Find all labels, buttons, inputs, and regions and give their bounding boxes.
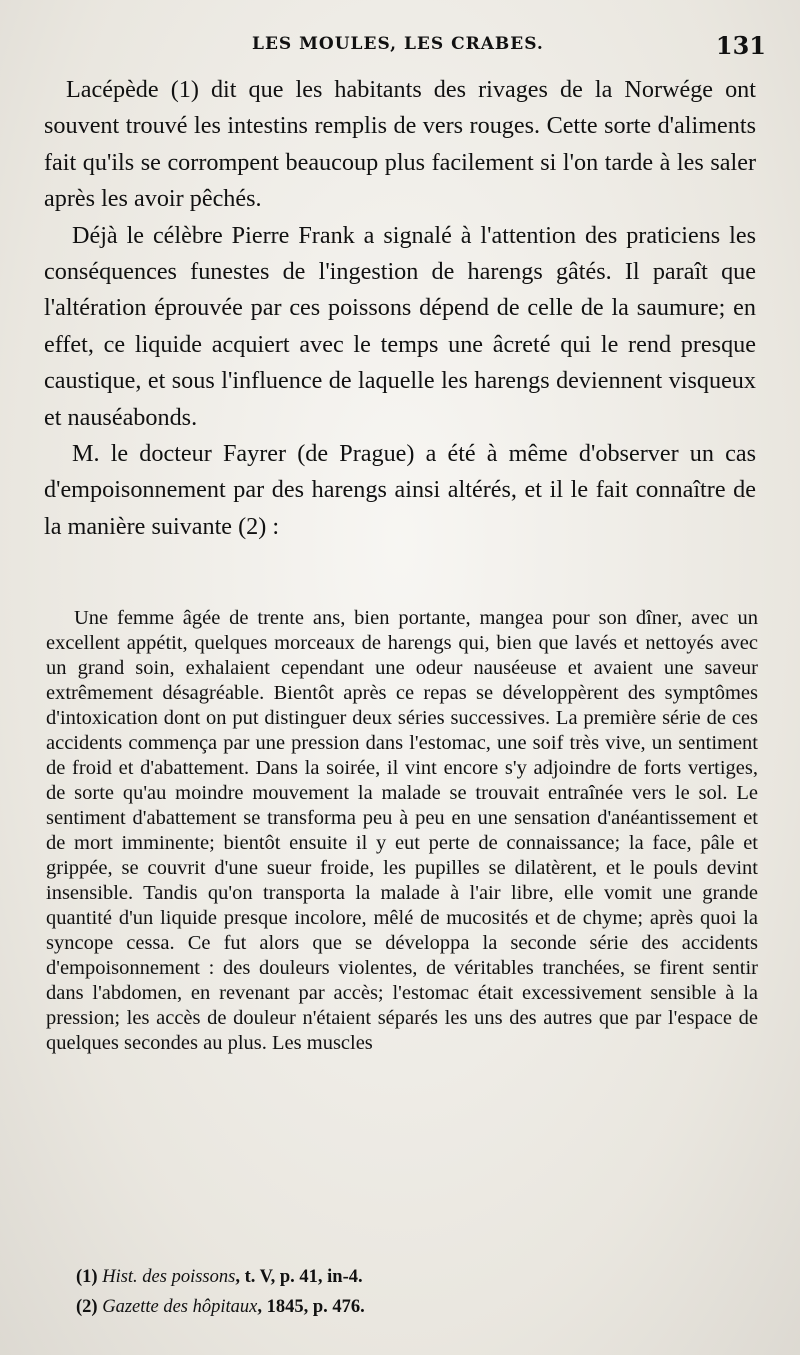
footnote-reference: , t. V, p. 41, in-4. <box>235 1267 363 1287</box>
quoted-paragraph: Une femme âgée de trente ans, bien portante, mangea pour son dîner, avec un excellent appétit, quelques morceaux de harengs qui, bien que lavés et nettoyés avec un grand soin, exhalaient cependant une odeur nauséeuse et avaient une saveur extrêmement désagréable. Bientôt après ce repas se développèrent des symptômes d'intoxication dont on put distinguer deux séries successives. La première série de ces accidents commença par une pression dans l'estomac, une soif très vive, un sentiment de froid et d'abattement. Dans la soirée, il vint encore s'y adjoindre de forts vertiges, de sorte qu'au moindre mouvement la malade se trouvait entraînée vers le sol. Le sentiment d'abattement se transforma peu à peu en une sensation d'anéantissement et de mort imminente; bientôt ensuite il y eut perte de connaissance; la face, pâle et grippée, se couvrit d'une sueur froide, les pupilles se dilatèrent, et le pouls devint insensible. Tandis qu'on transporta la malade à l'air libre, elle vomit une grande quantité d'un liquide presque incolore, mêlé de mucosités et de chyme; après quoi la syncope cessa. Ce fut alors que se développa la seconde série des accidents d'empoisonnement : des douleurs violentes, de véritables tranchées, se firent sentir dans l'abdomen, en revenant par accès; l'estomac était excessivement sensible à la pression; les accès de douleur n'étaient séparés les uns des autres que par l'espace de quelques secondes au plus. Les muscles <box>46 607 758 1054</box>
page-header <box>0 31 800 64</box>
footnote <box>76 1292 756 1322</box>
page-number: 131 <box>715 31 766 60</box>
paragraph: Lacépède (1) dit que les habitants des rivages de la Norwége ont souvent trouvé les intestins remplis de vers rouges. Cette sorte d'aliments fait qu'ils se corrompent beaucoup plus facilement si l'on tarde à les saler après les avoir pêchés. <box>44 76 756 213</box>
footnote-number: (2) <box>76 1297 98 1317</box>
quoted-case-report <box>46 606 758 1056</box>
paragraph: M. le docteur Fayrer (de Prague) a été à même d'observer un cas d'empoisonnement par des harengs ainsi altérés, et il le fait connaître de la manière suivante (2) : <box>44 440 756 540</box>
footnote <box>76 1262 756 1292</box>
paragraph: Déjà le célèbre Pierre Frank a signalé à l'attention des praticiens les conséquences funestes de l'ingestion de harengs gâtés. Il paraît que l'altération éprouvée par ces poissons dépend de celle de la saumure; en effet, ce liquide acquiert avec le temps une âcreté qui le rend presque caustique, et sous l'influence de laquelle les harengs deviennent visqueux et nauséabonds. <box>44 221 756 431</box>
footnote-reference: , 1845, p. 476. <box>257 1297 365 1317</box>
running-title: LES MOULES, LES CRABES. <box>252 34 544 54</box>
footnote-title: Gazette des hôpitaux <box>102 1297 258 1317</box>
footnotes <box>76 1262 756 1322</box>
footnote-title: Hist. des poissons <box>102 1267 236 1287</box>
footnote-number: (1) <box>76 1267 98 1287</box>
main-text <box>44 72 756 545</box>
